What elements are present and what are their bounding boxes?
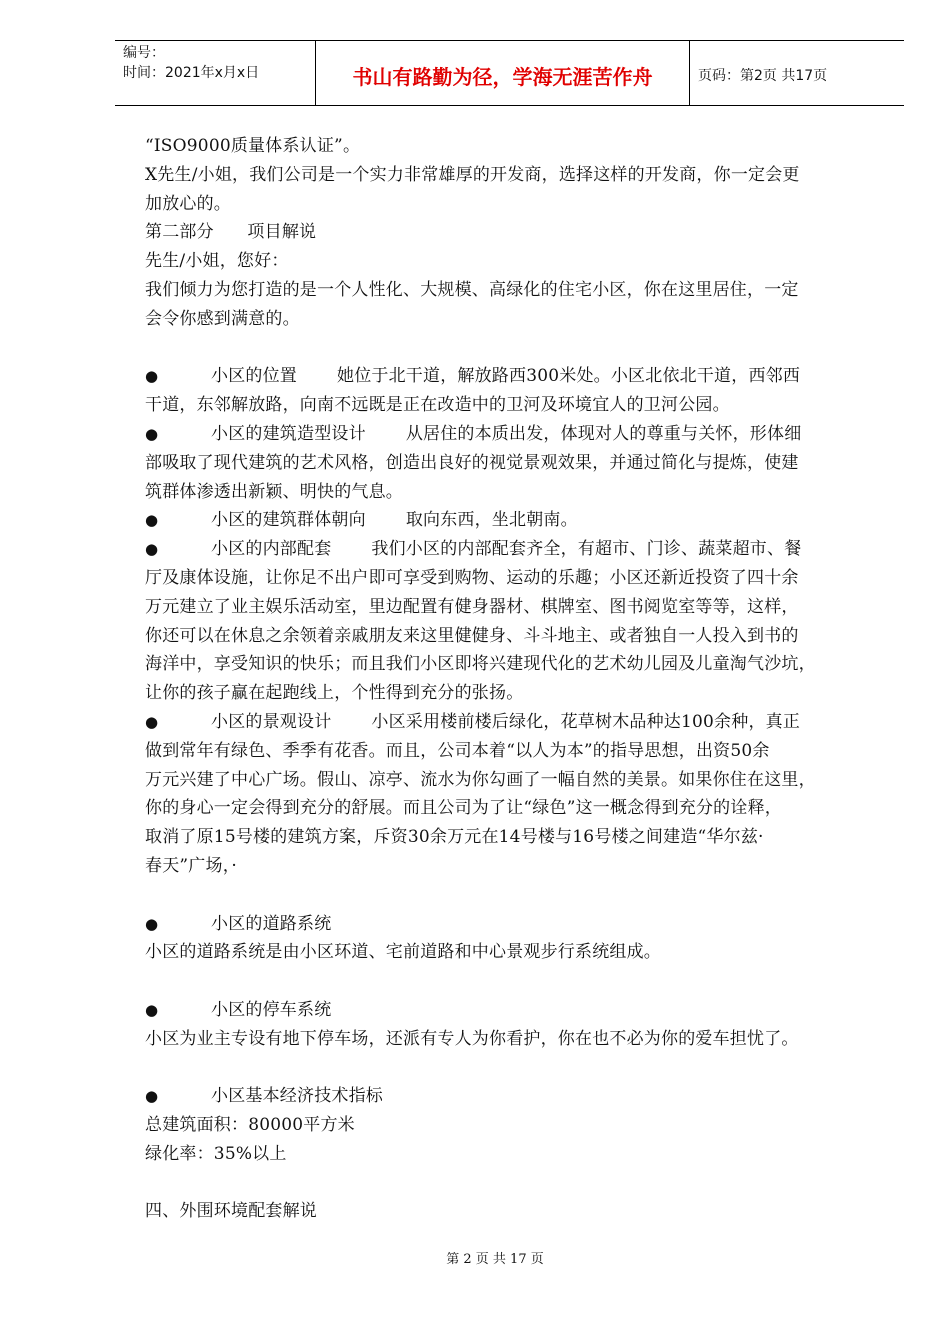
spacer: [331, 535, 371, 564]
bullet-icon: ●: [145, 540, 159, 559]
text-line: 厅及康体设施，让你足不出户即可享受到购物、运动的乐趣；小区还新近投资了四十余: [145, 567, 799, 588]
bullet-icon: ●: [145, 367, 159, 386]
bullet-title: 小区的内部配套: [211, 539, 332, 560]
text-line: 你的身心一定会得到充分的舒展。而且公司为了让“绿色”这一概念得到充分的诠释，: [145, 798, 782, 819]
bullet-title: 小区的道路系统: [211, 913, 332, 934]
text-line: “ISO9000质量体系认证”。: [145, 136, 361, 156]
bullet-item-roads: [145, 910, 885, 939]
section-heading: 第二部分 项目解说: [145, 222, 317, 243]
text-line: 部吸取了现代建筑的艺术风格，创造出良好的视觉景观效果，并通过简化与提炼，使建: [145, 452, 799, 473]
bullet-icon: ●: [145, 914, 159, 933]
bullet-item-parking: [145, 996, 885, 1025]
blank-line: [145, 1054, 885, 1083]
text-line: 万元兴建了中心广场。假山、凉亭、流水为你勾画了一幅自然的美景。如果你住在这里，: [145, 769, 816, 790]
text-line: X先生/小姐，我们公司是一个实力非常雄厚的开发商，选择这样的开发商，你一定会更: [145, 164, 800, 185]
text-line: 加放心的。: [145, 193, 231, 214]
bullet-text: 我们小区的内部配套齐全，有超市、门诊、蔬菜超市、餐: [371, 539, 802, 560]
bullet-item-landscape: [145, 708, 885, 737]
bullet-title: 小区基本经济技术指标: [211, 1086, 383, 1107]
bullet-text: 她位于北干道，解放路西300米处。小区北依北干道，西邻西: [337, 366, 801, 387]
bullet-icon: ●: [145, 511, 159, 530]
blank-line: [145, 881, 885, 910]
header-motto: 书山有路勤为径，学海无涯苦作舟: [316, 41, 690, 105]
text-line: 会令你感到满意的。: [145, 308, 300, 329]
bullet-icon: ●: [145, 1000, 159, 1019]
bullet-item-orientation: [145, 506, 885, 535]
blank-line: [145, 1169, 885, 1198]
bullet-title: 小区的位置: [211, 366, 297, 387]
text-line: 小区的道路系统是由小区环道、宅前道路和中心景观步行系统组成。: [145, 942, 661, 963]
bullet-item-indicators: [145, 1082, 885, 1111]
section-heading: 四、外围环境配套解说: [145, 1201, 317, 1222]
bullet-title: 小区的停车系统: [211, 999, 332, 1020]
blank-line: [145, 334, 885, 363]
text-line: 先生/小姐，您好：: [145, 251, 289, 272]
document-body: [145, 132, 885, 1226]
bullet-title: 小区的建筑造型设计: [211, 423, 366, 444]
text-line: 我们倾力为您打造的是一个人性化、大规模、高绿化的住宅小区，你在这里居住，一定: [145, 279, 799, 300]
bullet-item-location: [145, 362, 885, 391]
bullet-item-design: [145, 420, 885, 449]
blank-line: [145, 967, 885, 996]
bullet-text: 从居住的本质出发，体现对人的尊重与关怀，形体细: [405, 423, 802, 444]
text-line: 总建筑面积：80000平方米: [145, 1115, 355, 1136]
spacer: [366, 506, 406, 535]
bullet-icon: ●: [145, 1087, 159, 1106]
page-header: [115, 40, 904, 106]
text-line: 做到常年有绿色、季季有花香。而且，公司本着“以人为本”的指导思想，出资50余: [145, 740, 770, 761]
text-line: 小区为业主专设有地下停车场，还派有专人为你看护，你在也不必为你的爱车担忧了。: [145, 1028, 799, 1049]
text-line: 你还可以在休息之余领着亲戚朋友来这里健健身、斗斗地主、或者独自一人投入到书的: [145, 625, 799, 646]
document-time-label: 时间：2021年x月x日: [123, 65, 260, 81]
spacer: [297, 362, 337, 391]
document-number-label: 编号：: [123, 45, 165, 61]
header-meta: [115, 41, 316, 105]
bullet-icon: ●: [145, 712, 159, 731]
spacer: [331, 708, 371, 737]
text-line: 万元建立了业主娱乐活动室，里边配置有健身器材、棋牌室、图书阅览室等等，这样，: [145, 596, 799, 617]
text-line: 绿化率：35%以上: [145, 1143, 287, 1164]
bullet-title: 小区的景观设计: [211, 711, 332, 732]
header-page-number: 页码：第2页 共17页: [698, 68, 828, 84]
bullet-text: 取向东西，坐北朝南。: [405, 510, 578, 531]
text-line: 干道，东邻解放路，向南不远既是正在改造中的卫河及环境宜人的卫河公园。: [145, 395, 730, 416]
spacer: [366, 420, 406, 449]
text-line: 海洋中，享受知识的快乐；而且我们小区即将兴建现代化的艺术幼儿园及儿童淘气沙坑，: [145, 654, 816, 675]
text-line: 让你的孩子赢在起跑线上，个性得到充分的张扬。: [145, 683, 524, 704]
bullet-item-facilities: [145, 535, 885, 564]
bullet-title: 小区的建筑群体朝向: [211, 510, 366, 531]
text-line: 春天”广场，·: [145, 855, 237, 876]
text-line: 取消了原15号楼的建筑方案，斥资30余万元在14号楼与16号楼之间建造“华尔兹·: [145, 827, 764, 848]
bullet-icon: ●: [145, 424, 159, 443]
bullet-text: 小区采用楼前楼后绿化，花草树木品种达100余种，真正: [371, 711, 801, 732]
text-line: 筑群体渗透出新颖、明快的气息。: [145, 481, 403, 502]
page-footer: 第 2 页 共 17 页: [446, 1252, 544, 1267]
